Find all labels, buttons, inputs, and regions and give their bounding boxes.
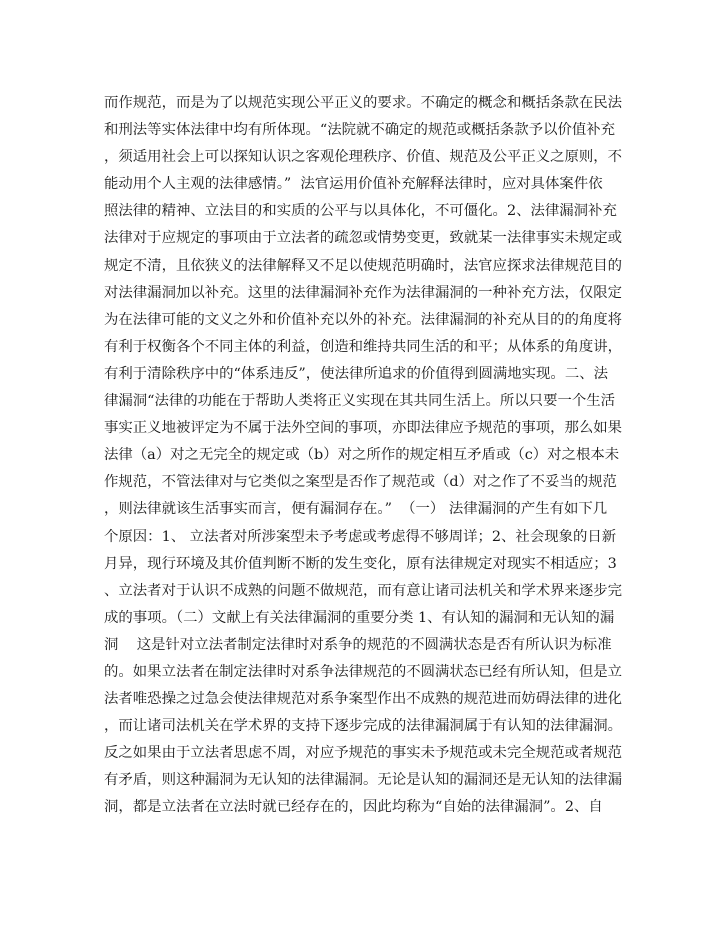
text-line: 规定不清，且依狭义的法律解释又不足以使规范明确时，法官应探求法律规范目的 [104, 257, 623, 274]
text-line: 照法律的精神、立法目的和实质的公平与以具体化，不可僵化。2、法律漏洞补充 [104, 203, 617, 220]
text-line: 法律对于应规定的事项由于立法者的疏忽或情势变更，致就某一法律事实未规定或 [104, 230, 623, 247]
text-line: 反之如果由于立法者思虑不周，对应予规范的事实未予规范或未完全规范或者规范 [104, 745, 623, 762]
text-line: 个原因：1、 立法者对所涉案型未予考虑或考虑得不够周详；2、社会现象的日新 [104, 528, 617, 545]
text-line: ，须适用社会上可以探知认识之客观伦理秩序、价值、规范及公平正义之原则，不 [104, 149, 623, 166]
text-line: 事实正义地被评定为不属于法外空间的事项，亦即法律应予规范的事项，那么如果 [104, 420, 623, 437]
text-line: 法律（a）对之无完全的规定或（b）对之所作的规定相互矛盾或（c）对之根本未 [104, 447, 620, 464]
text-line: 、立法者对于认识不成熟的问题不做规范，而有意让诸司法机关和学术界来逐步完 [104, 582, 623, 599]
text-line: 洞 这是针对立法者制定法律时对系争的规范的不圆满状态是否有所认识为标准 [104, 636, 612, 653]
text-line: 对法律漏洞加以补充。这里的法律漏洞补充作为法律漏洞的一种补充方法，仅限定 [104, 284, 623, 301]
text-line: 洞，都是立法者在立法时就已经存在的，因此均称为“自始的法律漏洞”。2、自 [104, 799, 603, 816]
text-line: 而作规范，而是为了以规范实现公平正义的要求。不确定的概念和概括条款在民法 [104, 95, 623, 111]
text-line: 的。如果立法者在制定法律时对系争法律规范的不圆满状态已经有所认知，但是立 [104, 663, 623, 680]
text-line: 有利于权衡各个不同主体的利益，创造和维持共同生活的和平；从体系的角度讲， [104, 338, 623, 355]
text-line: 成的事项。（二）文献上有关法律漏洞的重要分类 1、有认知的漏洞和无认知的漏 [104, 609, 615, 626]
body-text [104, 90, 624, 822]
text-line: 有矛盾，则这种漏洞为无认知的法律漏洞。无论是认知的漏洞还是无认知的法律漏 [104, 772, 623, 789]
text-line: ，则法律就该生活事实而言，便有漏洞存在。” （一） 法律漏洞的产生有如下几 [104, 501, 608, 518]
text-line: 和刑法等实体法律中均有所体现。“法院就不确定的规范或概括条款予以价值补充 [104, 122, 616, 139]
text-line: ，而让诸司法机关在学术界的支持下逐步完成的法律漏洞属于有认知的法律漏洞。 [104, 718, 623, 735]
text-line: 作规范，不管法律对与它类似之案型是否作了规范或（d）对之作了不妥当的规范 [104, 474, 617, 491]
text-line: 为在法律可能的文义之外和价值补充以外的补充。法律漏洞的补充从目的的角度将 [104, 311, 623, 328]
text-line: 能动用个人主观的法律感情。” 法官运用价值补充解释法律时，应对具体案件依 [104, 176, 603, 193]
text-line: 律漏洞“法律的功能在于帮助人类将正义实现在其共同生活上。所以只要一个生活 [104, 393, 616, 410]
text-line: 有利于清除秩序中的“体系违反”，使法律所追求的价值得到圆满地实现。二、法 [104, 365, 608, 382]
text-line: 月异，现行环境及其价值判断不断的发生变化，原有法律规定对现实不相适应；3 [104, 555, 617, 572]
text-line: 法者唯恐操之过急会使法律规范对系争案型作出不成熟的规范进而妨碍法律的进化 [104, 691, 623, 708]
